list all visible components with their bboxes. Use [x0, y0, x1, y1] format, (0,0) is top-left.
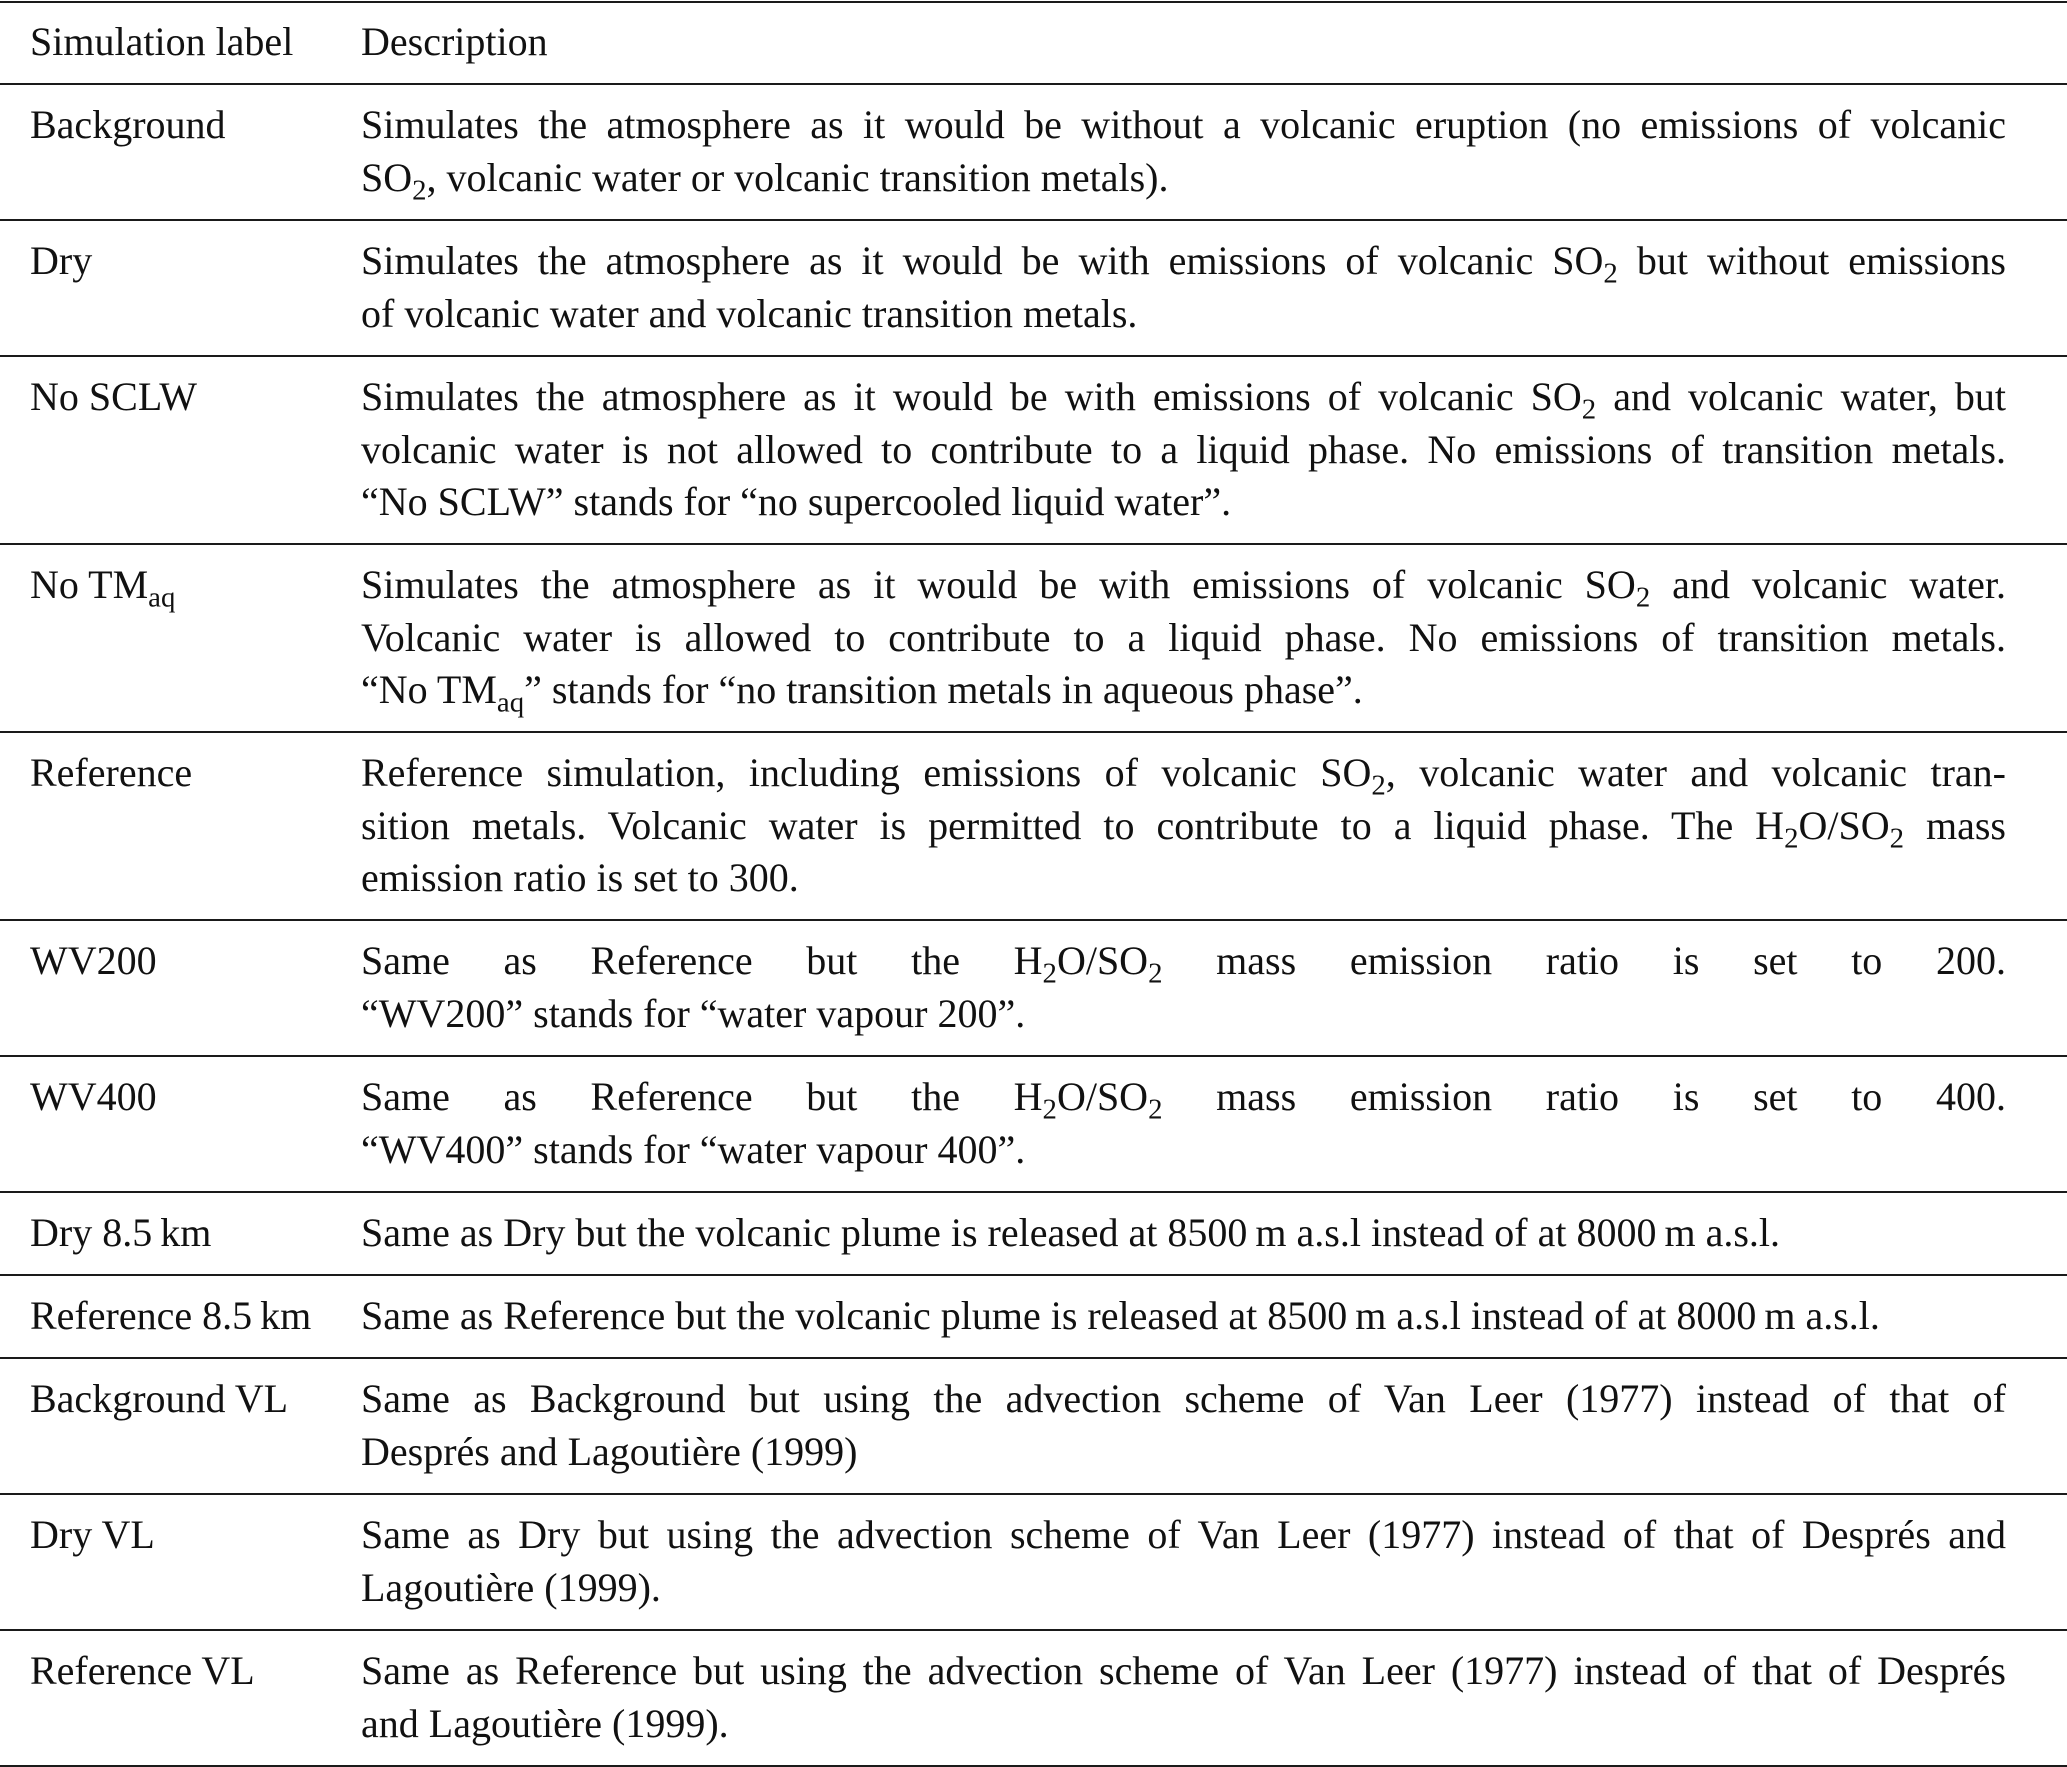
- description-line: Simulates the atmosphere as it would be with emissions of volcanic $SO_2$ and volcanic water.: [361, 562, 2006, 614]
- description-line: Same as Reference but the $H_2O/SO_2$ mass emission ratio is set to 400.: [361, 1074, 2006, 1126]
- subscript: aq: [148, 581, 176, 614]
- subscript: 2: [1042, 957, 1057, 990]
- description-cell: [361, 1276, 2006, 1357]
- subscript: 2: [1042, 1093, 1057, 1126]
- table-row: [0, 921, 2067, 1057]
- simulation-label-cell: No SCLW: [30, 374, 198, 419]
- simulation-label-cell: Background VL: [30, 1376, 289, 1421]
- simulation-label-cell: WV400: [30, 1074, 157, 1119]
- description-line: Same as Reference but the $H_2O/SO_2$ mass emission ratio is set to 200.: [361, 938, 2006, 990]
- description-line: of volcanic water and volcanic transition metals.: [361, 290, 1138, 336]
- table-row: [0, 1495, 2067, 1631]
- description-line: Same as Dry but the volcanic plume is released at 8500 m a.s.l instead of at 8000 m a.s.l.: [361, 1210, 1781, 1255]
- table-row: [0, 545, 2067, 733]
- subscript: 2: [1581, 393, 1597, 426]
- description-line: Volcanic water is allowed to contribute to a liquid phase. No emissions of transition metals.: [361, 614, 2006, 660]
- subscript: 2: [1784, 822, 1799, 855]
- description-line: Same as Reference but using the advection scheme of Van Leer (1977) instead of that of Després: [361, 1648, 2006, 1693]
- header-simulation-label: Simulation label: [30, 19, 294, 64]
- subscript: 2: [1371, 769, 1386, 802]
- simulations-table: [0, 1, 2067, 1767]
- table-body: [0, 85, 2067, 1767]
- subscript: 2: [1603, 257, 1618, 290]
- table-row: [0, 1276, 2067, 1359]
- description-line: $SO_2$, volcanic water or volcanic transition metals).: [361, 154, 1169, 207]
- description-cell: [361, 85, 2006, 219]
- description-cell: [361, 357, 2006, 543]
- simulation-label-cell: Dry VL: [30, 1512, 155, 1557]
- description-line: “WV400” stands for “water vapour 400”.: [361, 1126, 1026, 1172]
- subscript: 2: [1635, 581, 1651, 614]
- subscript: 2: [1889, 822, 1905, 855]
- table-row: [0, 733, 2067, 921]
- simulation-label-cell: No $TM_{aq}$: [30, 562, 176, 614]
- description-line: Reference simulation, including emissions of volcanic $SO_2$, volcanic water and volcanic tran-: [361, 750, 2006, 802]
- description-line: volcanic water is not allowed to contribute to a liquid phase. No emissions of transition metals.: [361, 426, 2006, 472]
- description-line: Simulates the atmosphere as it would be with emissions of volcanic $SO_2$ and volcanic water, but: [361, 374, 2006, 426]
- simulation-label-cell: Reference: [30, 750, 193, 795]
- simulation-label-cell: Dry: [30, 238, 93, 283]
- description-line: Same as Reference but the volcanic plume is released at 8500 m a.s.l instead of at 8000 m a.s.l.: [361, 1293, 1880, 1338]
- description-cell: [361, 545, 2006, 731]
- description-line: Simulates the atmosphere as it would be with emissions of volcanic $SO_2$ but without emissions: [361, 238, 2006, 290]
- description-line: Lagoutière (1999).: [361, 1564, 661, 1610]
- description-cell: [361, 221, 2006, 355]
- description-line: and Lagoutière (1999).: [361, 1700, 729, 1746]
- description-line: Same as Dry but using the advection scheme of Van Leer (1977) instead of that of Després and: [361, 1512, 2006, 1557]
- subscript: aq: [496, 686, 525, 719]
- description-line: “No SCLW” stands for “no supercooled liquid water”.: [361, 479, 1232, 524]
- description-cell: [361, 1631, 2006, 1765]
- description-cell: [361, 1193, 2006, 1274]
- table-header-row: [0, 3, 2067, 85]
- description-line: sition metals. Volcanic water is permitted to contribute to a liquid phase. The $H_2O/SO_2$ mass: [361, 802, 2006, 855]
- description-cell: [361, 1495, 2006, 1629]
- table-row: [0, 1193, 2067, 1276]
- subscript: 2: [412, 174, 427, 207]
- simulation-label-cell: Background: [30, 102, 226, 147]
- table-row: [0, 1359, 2067, 1495]
- table-row: [0, 1057, 2067, 1193]
- description-cell: [361, 733, 2006, 919]
- description-line: Després and Lagoutière (1999): [361, 1428, 858, 1474]
- description-cell: [361, 1359, 2006, 1493]
- header-description: Description: [361, 19, 548, 64]
- description-cell: [361, 921, 2006, 1055]
- subscript: 2: [1148, 1093, 1163, 1126]
- table-row: [0, 357, 2067, 545]
- description-line: “WV200” stands for “water vapour 200”.: [361, 990, 1026, 1036]
- table-row: [0, 1631, 2067, 1767]
- description-cell: [361, 1057, 2006, 1191]
- simulation-label-cell: Reference 8.5 km: [30, 1293, 312, 1338]
- simulation-label-cell: Dry 8.5 km: [30, 1210, 212, 1255]
- description-line: emission ratio is set to 300.: [361, 855, 799, 900]
- table-row: [0, 221, 2067, 357]
- simulation-label-cell: Reference VL: [30, 1648, 255, 1693]
- simulation-label-cell: WV200: [30, 938, 157, 983]
- description-line: Simulates the atmosphere as it would be without a volcanic eruption (no emissions of volcanic: [361, 102, 2006, 147]
- description-line: “No $TM_{aq}$” stands for “no transition metals in aqueous phase”.: [361, 667, 1363, 719]
- table-row: [0, 85, 2067, 221]
- subscript: 2: [1148, 957, 1163, 990]
- description-line: Same as Background but using the advection scheme of Van Leer (1977) instead of that of: [361, 1376, 2006, 1421]
